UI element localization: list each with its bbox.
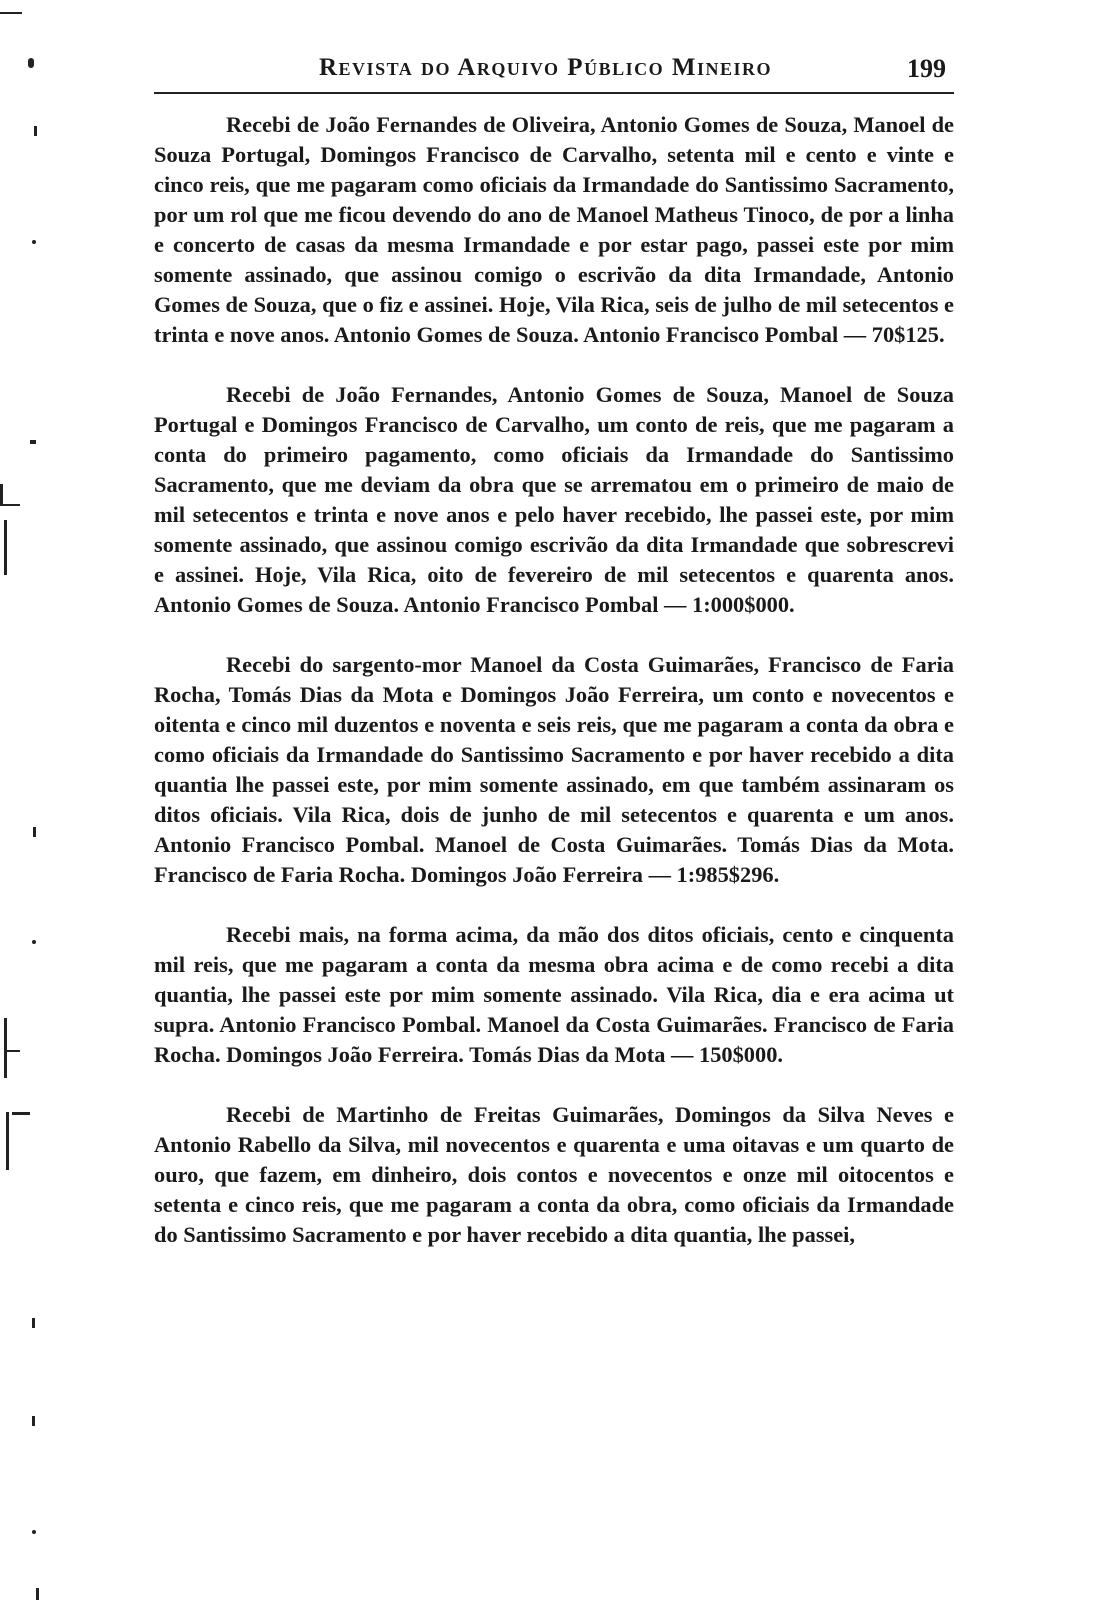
scan-edge-mark <box>4 1018 7 1078</box>
receipt-paragraph: Recebi de João Fernandes de Oliveira, Antonio Gomes de Souza, Manoel de Souza Portugal, Domingos Francisco de Carvalho, setenta mil e cento e vinte e cinco reis, que me pagaram como oficiais da Irmandade do Santissimo Sacramento, por um rol que me ficou devendo do ano de Manoel Matheus Tinoco, de por a linha e concerto de casas da mesma Irmandade e por estar pago, passei este por mim somente assinado, que assinou comigo o escrivão da dita Irmandade, Antonio Gomes de Souza, que o fiz e assinei. Hoje, Vila Rica, seis de julho de mil setecentos e trinta e nove anos. Antonio Gomes de Souza. Antonio Francisco Pombal — 70$125. <box>154 112 954 347</box>
scan-edge-mark <box>0 504 20 506</box>
scan-edge-mark <box>32 240 36 244</box>
scan-edge-mark <box>0 484 3 504</box>
scan-edge-mark <box>6 1112 9 1170</box>
body-text <box>154 110 954 1280</box>
receipt-paragraph: Recebi mais, na forma acima, da mão dos ditos oficiais, cento e cinquenta mil reis, que me pagaram a conta da mesma obra acima e de como recebi a dita quantia, lhe passei este por mim somente assinado. Vila Rica, dia e era acima ut supra. Antonio Francisco Pombal. Manoel da Costa Guimarães. Francisco de Faria Rocha. Domingos João Ferreira. Tomás Dias da Mota — 150$000. <box>154 922 954 1067</box>
scan-edge-mark <box>32 1530 36 1534</box>
scan-edge-mark <box>28 58 34 68</box>
scan-edge-mark <box>36 1588 39 1600</box>
scan-edge-mark <box>34 126 37 136</box>
scan-edge-mark <box>4 1050 20 1052</box>
journal-title: Revista do Arquivo Público Mineiro <box>319 54 772 81</box>
scan-edge-mark <box>32 940 36 944</box>
scan-edge-mark <box>12 1112 30 1115</box>
running-head <box>154 48 954 92</box>
scan-edge-mark <box>0 12 22 14</box>
receipt-paragraph: Recebi de João Fernandes, Antonio Gomes de Souza, Manoel de Souza Portugal e Domingos Francisco de Carvalho, um conto de reis, que me pagaram a conta do primeiro pagamento, como oficiais da Irmandade do Santissimo Sacramento, que me deviam da obra que se arrematou em o primeiro de maio de mil setecentos e trinta e nove anos e pelo haver recebido, lhe passei este, por mim somente assinado, que assinou comigo escrivão da dita Irmandade que sobrescrevi e assinei. Hoje, Vila Rica, oito de fevereiro de mil setecentos e quarenta anos. Antonio Gomes de Souza. Antonio Francisco Pombal — 1:000$000. <box>154 382 954 617</box>
receipt-paragraph: Recebi de Martinho de Freitas Guimarães, Domingos da Silva Neves e Antonio Rabello da Silva, mil novecentos e quarenta e uma oitavas e um quarto de ouro, que fazem, em dinheiro, dois contos e novecentos e onze mil oitocentos e setenta e cinco reis, que me pagaram a conta da obra, como oficiais da Irmandade do Santissimo Sacramento e por haver recebido a dita quantia, lhe passei, <box>154 1102 954 1247</box>
receipt-paragraph: Recebi do sargento-mor Manoel da Costa Guimarães, Francisco de Faria Rocha, Tomás Dias da Mota e Domingos João Ferreira, um conto e novecentos e oitenta e cinco mil duzentos e noventa e seis reis, que me pagaram a conta da obra e como oficiais da Irmandade do Santissimo Sacramento e por haver recebido a dita quantia lhe passei este, por mim somente assinado, em que também assinaram os ditos oficiais. Vila Rica, dois de junho de mil setecentos e quarenta e um anos. Antonio Francisco Pombal. Manoel de Costa Guimarães. Tomás Dias da Mota. Francisco de Faria Rocha. Domingos João Ferreira — 1:985$296. <box>154 652 954 887</box>
scan-edge-mark <box>33 827 36 837</box>
header-rule <box>154 92 954 94</box>
scan-edge-mark <box>30 440 36 444</box>
page-number: 199 <box>907 54 946 83</box>
scan-edge-mark <box>32 1318 35 1328</box>
scan-edge-mark <box>32 1416 35 1426</box>
scan-edge-mark <box>4 520 7 575</box>
